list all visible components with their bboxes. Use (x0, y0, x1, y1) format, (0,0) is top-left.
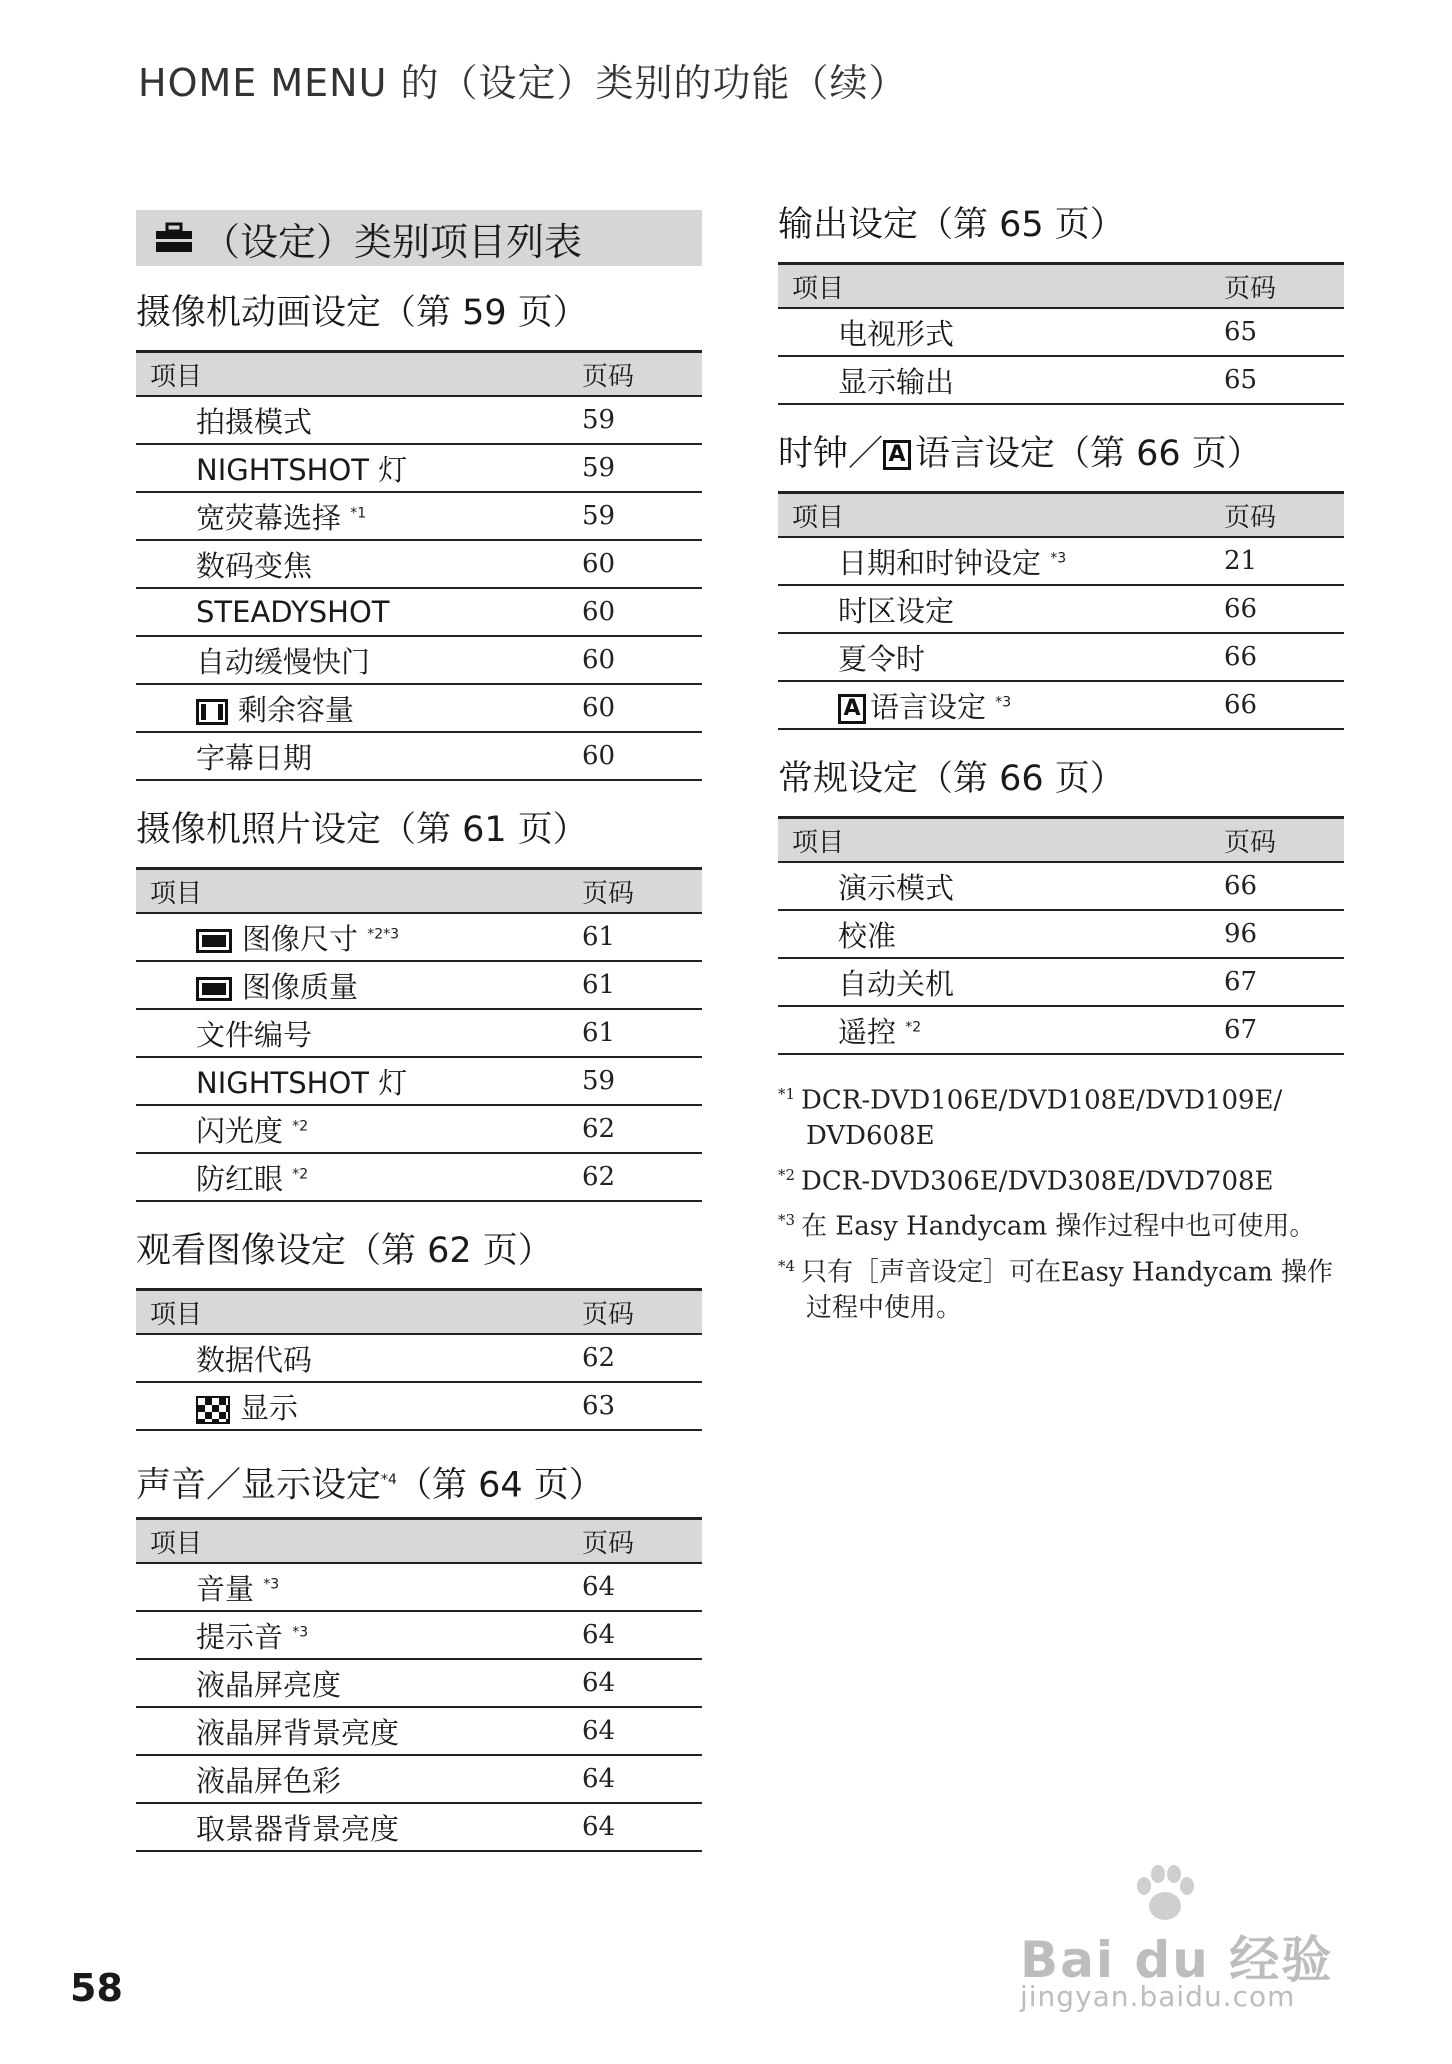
table-row (136, 540, 702, 588)
page-reference: 65 (1224, 356, 1344, 404)
item-name: 数据代码 (196, 1342, 313, 1377)
page-reference: 60 (582, 636, 702, 684)
section-title-text: 摄像机动画设定（第 59 页） (136, 293, 588, 333)
table-row (136, 913, 702, 961)
item-name-cell (778, 633, 1224, 681)
footnote (778, 1249, 1344, 1326)
page-reference: 66 (1224, 585, 1344, 633)
item-name: 校准 (838, 918, 897, 953)
footnote-mark: *2 (905, 1018, 922, 1035)
item-name-cell (778, 958, 1224, 1006)
column-header-page: 页码 (582, 1290, 702, 1335)
item-name: 显示 (240, 1390, 299, 1425)
settings-table (778, 262, 1344, 405)
watermark (1020, 1862, 1400, 2012)
table-row (136, 1382, 702, 1430)
paw-icon (1130, 1862, 1200, 1926)
table-row (136, 732, 702, 780)
table-row (778, 537, 1344, 585)
item-name-cell (136, 1659, 582, 1707)
photo-icon (196, 929, 232, 953)
footnote-mark: *2*3 (367, 925, 400, 942)
column-header-item: 项目 (136, 869, 582, 914)
page-reference: 61 (582, 1009, 702, 1057)
section-title-suffix: （第 64 页） (396, 1465, 604, 1506)
table-row (136, 1659, 702, 1707)
table-header-row (136, 352, 702, 397)
settings-section (136, 286, 702, 781)
page-number: 58 (70, 1966, 123, 2010)
item-name-cell (136, 1755, 582, 1803)
item-name: 液晶屏色彩 (196, 1763, 342, 1798)
section-title-text: 观看图像设定（第 62 页） (136, 1231, 553, 1271)
settings-section (778, 427, 1344, 730)
footnote-mark: *4 (778, 1256, 796, 1275)
section-title-text: 时钟／ (778, 434, 884, 474)
column-header-item: 项目 (136, 1519, 582, 1564)
item-name-cell (778, 910, 1224, 958)
item-name: 宽荧幕选择 (196, 500, 342, 535)
page-reference: 60 (582, 588, 702, 636)
table-row (136, 1105, 702, 1153)
item-name: STEADYSHOT (196, 595, 390, 629)
table-header-row (136, 869, 702, 914)
item-name-cell (136, 1803, 582, 1851)
table-row (136, 1611, 702, 1659)
page-reference: 96 (1224, 910, 1344, 958)
film-icon (196, 699, 228, 725)
item-name: 音量 (196, 1571, 255, 1606)
table-row (136, 636, 702, 684)
item-name: 液晶屏亮度 (196, 1667, 342, 1702)
table-row (778, 681, 1344, 729)
footnote-text: 只有［声音设定］可在Easy Handycam 操作过程中使用。 (801, 1257, 1334, 1323)
table-header-row (778, 493, 1344, 538)
item-name: 提示音 (196, 1619, 284, 1654)
settings-table (778, 816, 1344, 1055)
section-title-text: 声音／显示设定 (136, 1465, 382, 1506)
footnote (778, 1158, 1344, 1200)
footnotes (778, 1077, 1344, 1326)
table-row (136, 684, 702, 732)
page-reference: 59 (582, 396, 702, 444)
column-header-page: 页码 (1224, 493, 1344, 538)
photo-icon (196, 977, 232, 1001)
page-reference: 59 (582, 444, 702, 492)
item-name-cell (778, 1006, 1224, 1054)
table-header-row (136, 1519, 702, 1564)
settings-section (778, 198, 1344, 405)
table-row (778, 633, 1344, 681)
item-name: 演示模式 (838, 870, 955, 905)
footnote-mark: *2 (292, 1165, 309, 1182)
column-header-item: 项目 (778, 493, 1224, 538)
section-title (136, 1224, 702, 1278)
item-name-cell (778, 585, 1224, 633)
table-row (136, 396, 702, 444)
page-reference: 59 (582, 1057, 702, 1105)
footnote-mark: *1 (350, 504, 367, 521)
page-reference: 59 (582, 492, 702, 540)
page-reference: 62 (582, 1105, 702, 1153)
right-sections (778, 198, 1344, 1055)
footnote-mark: *3 (995, 693, 1012, 710)
table-row (136, 588, 702, 636)
item-name: NIGHTSHOT 灯 (196, 452, 408, 487)
section-title-text: 摄像机照片设定（第 61 页） (136, 810, 588, 850)
page-reference: 62 (582, 1334, 702, 1382)
table-row (136, 492, 702, 540)
table-row (778, 1006, 1344, 1054)
page-reference: 60 (582, 684, 702, 732)
table-row (136, 961, 702, 1009)
settings-table (136, 1517, 702, 1852)
footnote-mark: *3 (263, 1575, 280, 1592)
table-row (778, 356, 1344, 404)
section-title (778, 752, 1344, 806)
settings-table (136, 867, 702, 1202)
footnote-mark: *2 (778, 1165, 796, 1184)
column-header-item: 项目 (778, 264, 1224, 309)
item-name-cell (778, 308, 1224, 356)
item-name-cell (136, 1334, 582, 1382)
page-reference: 61 (582, 961, 702, 1009)
page-reference: 21 (1224, 537, 1344, 585)
item-name-cell (778, 356, 1224, 404)
table-row (136, 1153, 702, 1201)
page-reference: 64 (582, 1563, 702, 1611)
column-header-page: 页码 (1224, 264, 1344, 309)
column-header-item: 项目 (778, 818, 1224, 863)
table-row (136, 1334, 702, 1382)
footnote-mark: *3 (1050, 549, 1067, 566)
language-icon: A (838, 694, 866, 724)
column-header-item: 项目 (136, 1290, 582, 1335)
left-sections (136, 286, 702, 1852)
page-reference: 62 (582, 1153, 702, 1201)
right-column (778, 198, 1344, 1330)
table-row (136, 1563, 702, 1611)
item-name: 自动缓慢快门 (196, 644, 371, 679)
item-name-cell (136, 540, 582, 588)
page-reference: 66 (1224, 681, 1344, 729)
section-title (778, 427, 1344, 481)
item-name: 日期和时钟设定 (838, 545, 1042, 580)
page-reference: 65 (1224, 308, 1344, 356)
page-reference: 61 (582, 913, 702, 961)
table-header-row (778, 264, 1344, 309)
item-name-cell (136, 732, 582, 780)
item-name: 字幕日期 (196, 740, 313, 775)
item-name: 自动关机 (838, 966, 955, 1001)
table-row (136, 1803, 702, 1851)
grid-icon (196, 1396, 230, 1424)
item-name-cell (136, 396, 582, 444)
footnote-mark: *2 (292, 1117, 309, 1134)
item-name-cell (778, 681, 1224, 729)
table-row (778, 585, 1344, 633)
category-header-title: （设定）类别项目列表 (202, 219, 583, 264)
page-reference: 63 (582, 1382, 702, 1430)
item-name: NIGHTSHOT 灯 (196, 1065, 408, 1100)
section-title-text: 常规设定（第 66 页） (778, 759, 1125, 799)
settings-table (778, 491, 1344, 730)
item-name-cell (136, 1009, 582, 1057)
item-name: 取景器背景亮度 (196, 1811, 400, 1846)
item-name-cell (136, 1105, 582, 1153)
table-header-row (778, 818, 1344, 863)
settings-table (136, 1288, 702, 1431)
item-name: 图像质量 (242, 969, 359, 1004)
column-header-page: 页码 (582, 1519, 702, 1564)
table-row (136, 1755, 702, 1803)
item-name: 液晶屏背景亮度 (196, 1715, 400, 1750)
item-name: 图像尺寸 (242, 921, 359, 956)
item-name: 防红眼 (196, 1161, 284, 1196)
settings-table (136, 350, 702, 781)
settings-section (778, 752, 1344, 1055)
settings-section (136, 1224, 702, 1431)
footnote-mark: *1 (778, 1085, 796, 1103)
page-reference: 60 (582, 540, 702, 588)
section-title (136, 803, 702, 857)
item-name-cell (136, 684, 582, 732)
item-name: 闪光度 (196, 1113, 284, 1148)
section-title-suffix: 语言设定（第 66 页） (915, 434, 1262, 474)
page-reference: 66 (1224, 862, 1344, 910)
table-row (136, 1009, 702, 1057)
item-name: 遥控 (838, 1014, 897, 1049)
item-name-cell (136, 1563, 582, 1611)
item-name: 时区设定 (838, 593, 955, 628)
page-reference: 60 (582, 732, 702, 780)
table-row (778, 958, 1344, 1006)
item-name-cell (778, 537, 1224, 585)
item-name-cell (136, 636, 582, 684)
item-name-cell (778, 862, 1224, 910)
table-row (136, 1707, 702, 1755)
footnote-text: DCR-DVD306E/DVD308E/DVD708E (801, 1166, 1274, 1197)
item-name: 剩余容量 (238, 692, 355, 727)
item-name-cell (136, 1382, 582, 1430)
section-title (136, 286, 702, 340)
section-title-footnote-mark: *4 (381, 1472, 397, 1488)
page-reference: 64 (582, 1803, 702, 1851)
footnote-text: DCR-DVD106E/DVD108E/DVD109E/ DVD608E (801, 1085, 1283, 1151)
item-name-cell (136, 1057, 582, 1105)
left-column (136, 210, 702, 1874)
footnote-mark: *3 (292, 1623, 309, 1640)
page-reference: 64 (582, 1611, 702, 1659)
table-header-row (136, 1290, 702, 1335)
table-row (778, 308, 1344, 356)
page-reference: 66 (1224, 633, 1344, 681)
item-name: 语言设定 (870, 689, 987, 724)
item-name-cell (136, 913, 582, 961)
item-name-cell (136, 588, 582, 636)
item-name-cell (136, 444, 582, 492)
item-name: 电视形式 (838, 316, 955, 351)
table-row (136, 444, 702, 492)
page-reference: 67 (1224, 958, 1344, 1006)
page-reference: 64 (582, 1659, 702, 1707)
table-row (136, 1057, 702, 1105)
toolbox-icon (154, 222, 194, 254)
section-title-text: 输出设定（第 65 页） (778, 205, 1125, 245)
settings-section (136, 1453, 702, 1852)
item-name: 文件编号 (196, 1017, 313, 1052)
language-icon: A (883, 440, 911, 470)
page-reference: 67 (1224, 1006, 1344, 1054)
item-name-cell (136, 492, 582, 540)
page-reference: 64 (582, 1707, 702, 1755)
footnote (778, 1077, 1344, 1154)
footnote-text: 在 Easy Handycam 操作过程中也可使用。 (801, 1211, 1316, 1242)
item-name: 显示输出 (838, 364, 955, 399)
watermark-brand: Bai du 经验 (1020, 1931, 1334, 1989)
item-name: 数码变焦 (196, 548, 313, 583)
settings-section (136, 803, 702, 1202)
footnote-mark: *3 (778, 1211, 796, 1230)
page-reference: 64 (582, 1755, 702, 1803)
item-name-cell (136, 961, 582, 1009)
item-name-cell (136, 1707, 582, 1755)
section-title (778, 198, 1344, 252)
column-header-page: 页码 (582, 352, 702, 397)
table-row (778, 862, 1344, 910)
column-header-page: 页码 (582, 869, 702, 914)
running-title: HOME MENU 的（设定）类别的功能（续） (138, 61, 908, 105)
item-name-cell (136, 1611, 582, 1659)
table-row (778, 910, 1344, 958)
item-name-cell (136, 1153, 582, 1201)
section-title (136, 1453, 702, 1507)
item-name: 拍摄模式 (196, 404, 313, 439)
footnote (778, 1203, 1344, 1245)
category-header (136, 210, 702, 266)
item-name: 夏令时 (838, 641, 926, 676)
column-header-item: 项目 (136, 352, 582, 397)
watermark-url: jingyan.baidu.com (1020, 1980, 1296, 2013)
column-header-page: 页码 (1224, 818, 1344, 863)
